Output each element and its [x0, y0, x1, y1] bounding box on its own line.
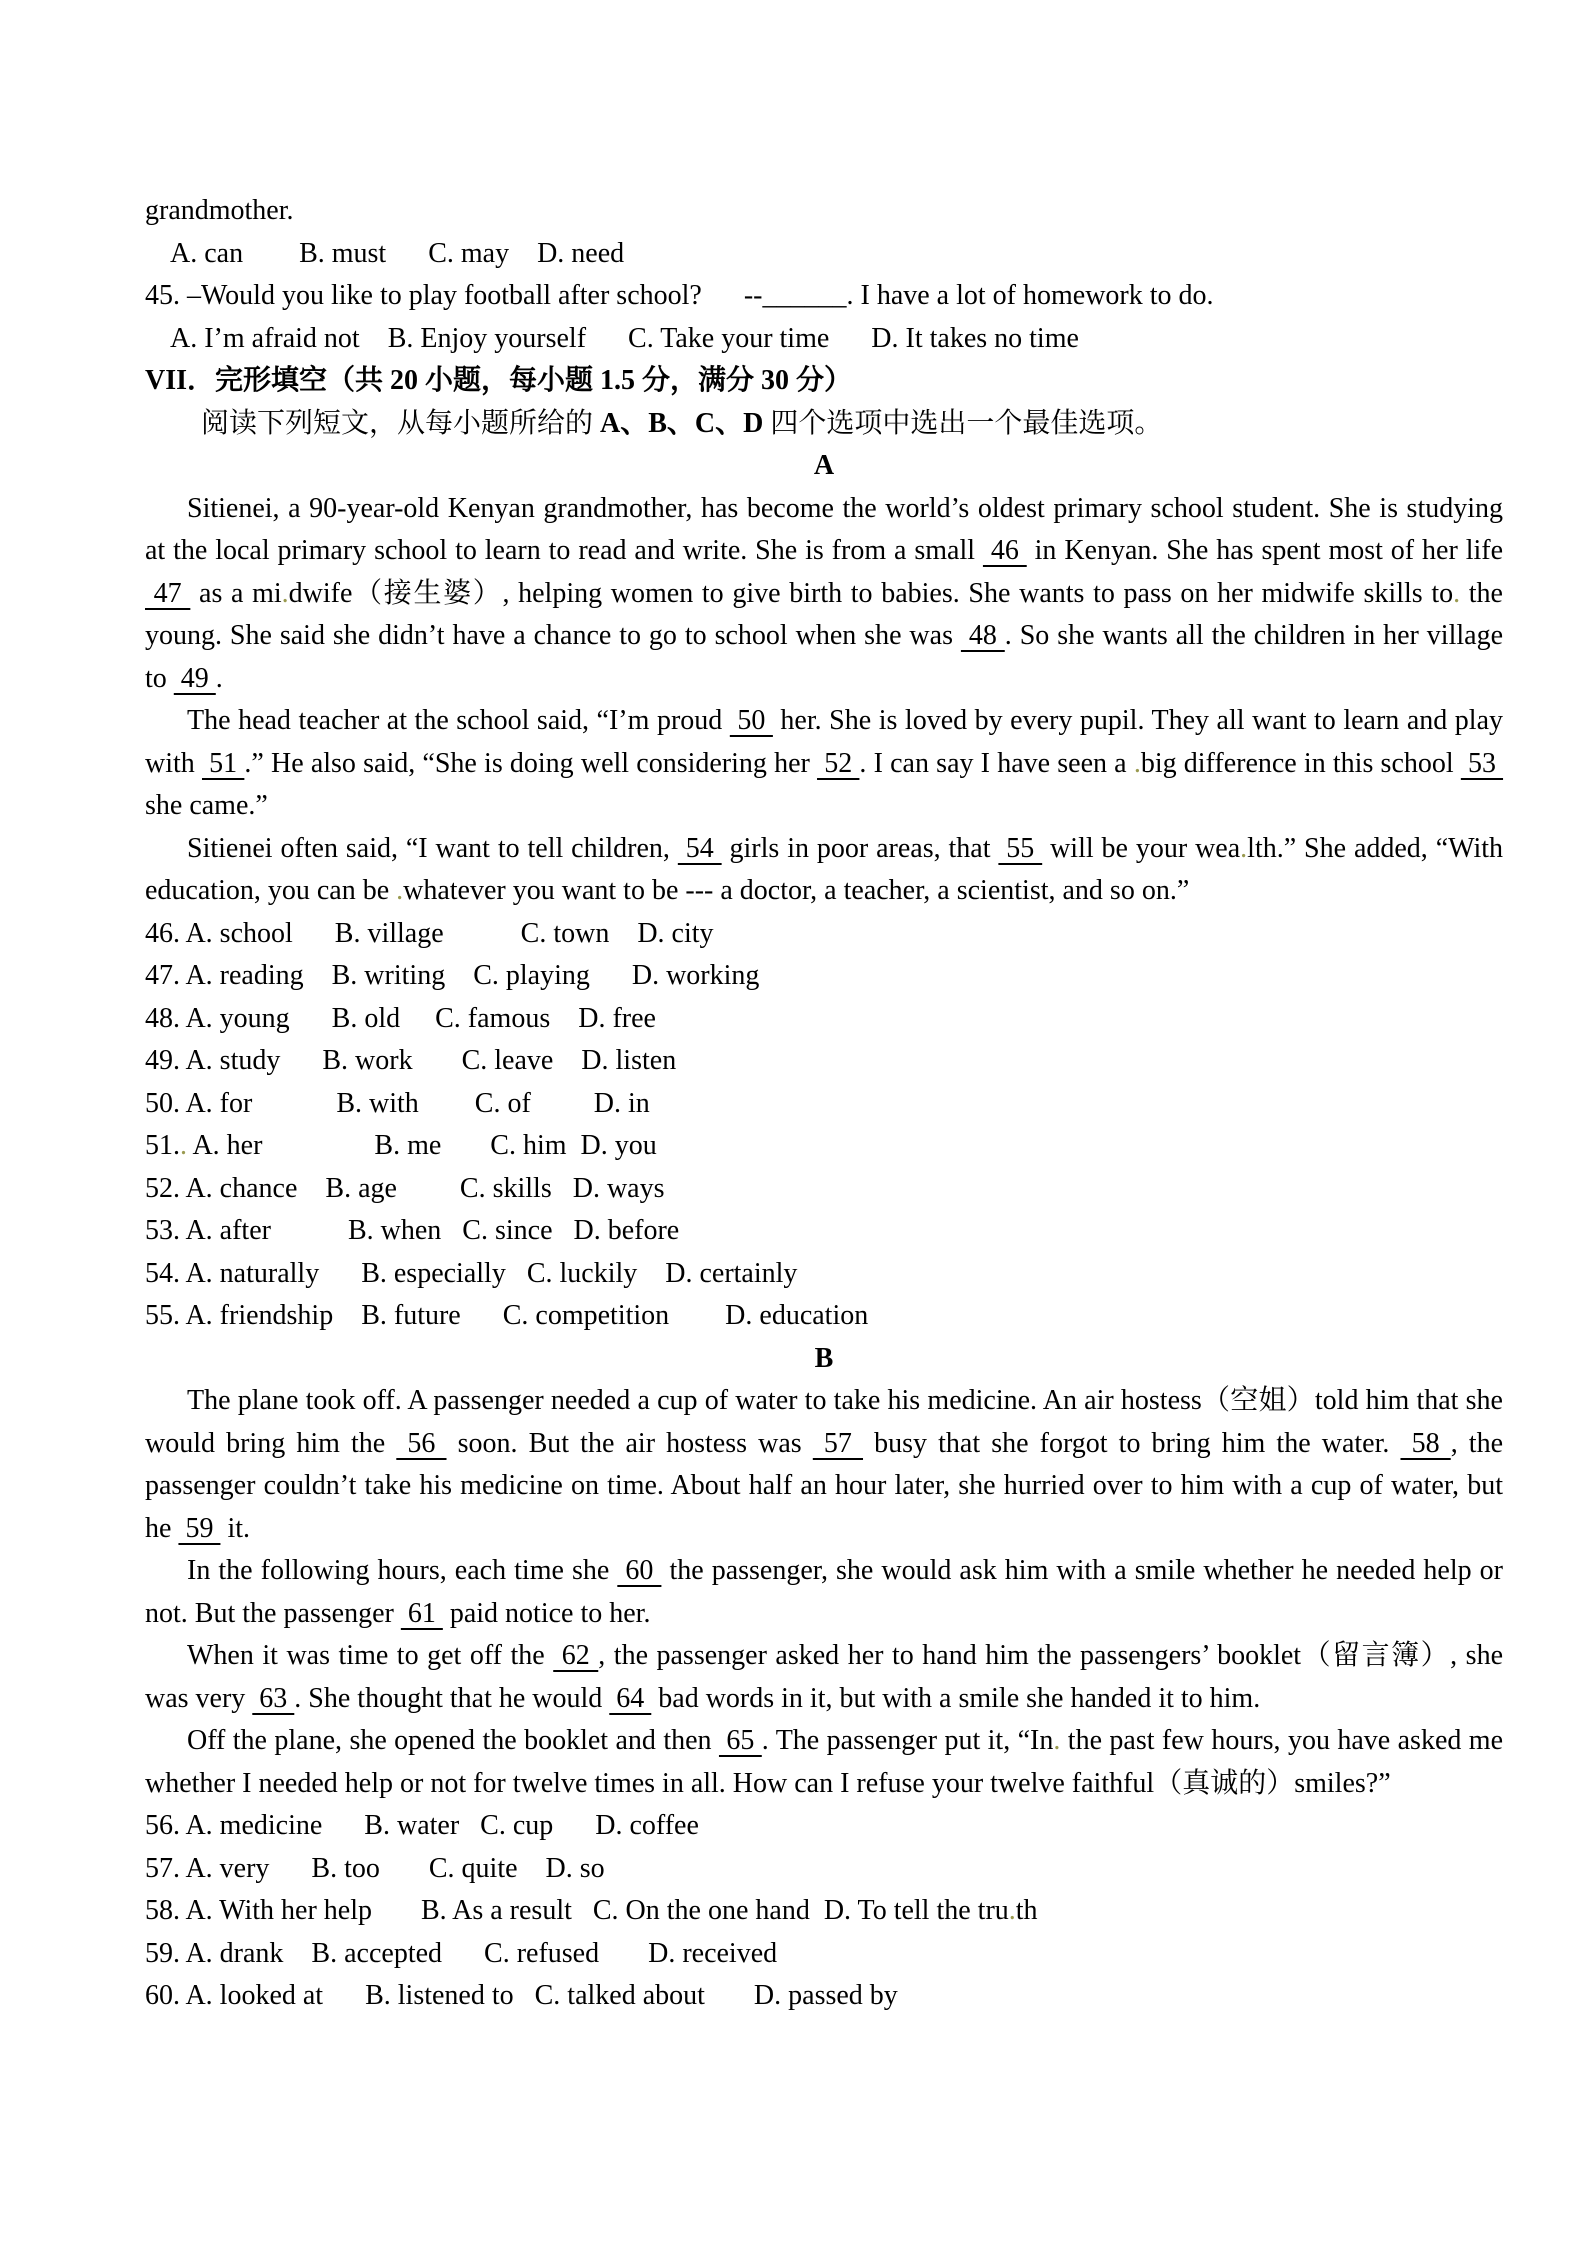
instruction-pre: 阅读下列短文，从每小题所给的: [201, 407, 601, 439]
artifact-dot: .: [1240, 832, 1248, 864]
cloze-question-58: 58. A. With her help B. As a result C. On the one hand D. To tell the tru.th: [145, 1895, 1038, 1926]
section-vii-heading: VII．完形填空（共 20 小题，每小题 1.5 分，满分 30 分）: [145, 365, 853, 396]
cloze-blank-64: 64: [609, 1682, 652, 1714]
cloze-blank-47: 47: [145, 577, 191, 609]
cloze-blank-50: 50: [729, 705, 773, 736]
passage-a-paragraph-1: Sitienei, a 90-year-old Kenyan grandmother, has become the world’s oldest primary school student. She is studying at the local primary school to learn to read and write. She is from a small 46 in Kenyan. She has spent most of her life 47 as a mi.dwife（接生婆）, helping women to give birth to babies. She wants to pass on her midwife skills to. the young. She said she didn’t have a chance to go to school when she was 48 . So she wants all the children in her village to 49 .: [145, 492, 1504, 694]
cloze-blank-63: 63: [252, 1682, 295, 1714]
artifact-dot: .: [1053, 1725, 1061, 1756]
cloze-question-57: 57. A. very B. too C. quite D. so: [145, 1852, 605, 1884]
cloze-question-47: 47. A. reading B. writing C. playing D. working: [145, 960, 760, 991]
passage-a-paragraph-2: The head teacher at the school said, “I’m proud 50 her. She is loved by every pupil. They all want to learn and play with 51 .” He also said, “She is doing well considering her 52 . I can say I have seen a .big difference in this school 53 she came.”: [145, 705, 1504, 821]
cloze-blank-65: 65: [718, 1725, 762, 1756]
cloze-blank-57: 57: [812, 1427, 864, 1459]
instruction-post: 四个选项中选出一个最佳选项。: [763, 407, 1163, 439]
question-45: 45. –Would you like to play football after school? --______. I have a lot of homework to do.: [145, 280, 1214, 311]
passage-b-label: B: [814, 1342, 834, 1374]
cloze-question-54: 54. A. naturally B. especially C. luckily D. certainly: [145, 1257, 798, 1289]
cloze-blank-52: 52: [817, 747, 860, 779]
passage-a-label: A: [813, 450, 835, 481]
artifact-dot: .: [396, 875, 404, 906]
question-45-options: A. I’m afraid not B. Enjoy yourself C. Take your time D. It takes no time: [170, 322, 1079, 354]
cloze-blank-48: 48: [960, 620, 1005, 651]
cloze-blank-53: 53: [1460, 747, 1504, 779]
passage-b-paragraph-4: Off the plane, she opened the booklet and then 65 . The passenger put it, “In. the past few hours, you have asked me whether I needed help or not for twelve times in all. How can I refuse your twelve faithful（真诚的）smiles?”: [145, 1725, 1504, 1799]
passage-b-paragraph-2: In the following hours, each time she 60 the passenger, she would ask him with a smile whether he needed help or not. But the passenger 61 paid notice to her.: [145, 1555, 1503, 1629]
artifact-dot: .: [180, 1130, 187, 1161]
cloze-blank-58: 58: [1400, 1427, 1451, 1459]
section-vii-instruction: [145, 403, 1503, 446]
artifact-dot: .: [281, 577, 289, 609]
cloze-question-50: 50. A. for B. with C. of D. in: [145, 1087, 650, 1119]
question-44-tail: grandmother.: [145, 195, 294, 226]
cloze-question-59: 59. A. drank B. accepted C. refused D. received: [145, 1937, 778, 1969]
passage-b-paragraph-1: The plane took off. A passenger needed a cup of water to take his medicine. An air hostess（空姐）told him that she would bring him the 56 soon. But the air hostess was 57 busy that she forgot to bring him the water. 58 , the passenger couldn’t take his medicine on time. About half an hour later, she hurried over to him with a cup of water, but he 59 it.: [145, 1385, 1504, 1544]
cloze-blank-46: 46: [982, 535, 1027, 566]
artifact-dot: .: [1008, 1895, 1016, 1926]
instruction-choice-letters: A、B、C、D: [600, 407, 764, 439]
cloze-blank-60: 60: [617, 1555, 662, 1586]
cloze-question-46: 46. A. school B. village C. town D. city: [145, 917, 714, 949]
cloze-blank-54: 54: [677, 832, 722, 864]
cloze-question-48: 48. A. young B. old C. famous D. free: [145, 1002, 656, 1034]
cloze-blank-49: 49: [173, 662, 216, 694]
cloze-question-52: 52. A. chance B. age C. skills D. ways: [145, 1172, 665, 1204]
cloze-question-60: 60. A. looked at B. listened to C. talked about D. passed by: [145, 1980, 898, 2011]
cloze-question-55: 55. A. friendship B. future C. competition D. education: [145, 1300, 869, 1331]
cloze-blank-61: 61: [400, 1597, 443, 1629]
cloze-blank-56: 56: [396, 1427, 447, 1459]
cloze-question-49: 49. A. study B. work C. leave D. listen: [145, 1045, 677, 1076]
passage-a-paragraph-3: Sitienei often said, “I want to tell children, 54 girls in poor areas, that 55 will be your wea.lth.” She added, “With education, you can be .whatever you want to be --- a doctor, a teacher, a scientist, and so on.”: [145, 832, 1503, 906]
cloze-question-51: 51.. A. her B. me C. him D. you: [145, 1130, 657, 1161]
cloze-question-56: 56. A. medicine B. water C. cup D. coffee: [145, 1810, 699, 1841]
cloze-blank-59: 59: [178, 1512, 221, 1544]
cloze-blank-62: 62: [553, 1640, 599, 1671]
artifact-dot: .: [1133, 747, 1141, 779]
cloze-blank-51: 51: [201, 747, 245, 779]
passage-b-paragraph-3: When it was time to get off the 62 , the passenger asked her to hand him the passengers’ booklet（留言簿）, she was very 63 . She thought that he would 64 bad words in it, but with a smile she handed it to him.: [145, 1640, 1504, 1714]
cloze-blank-55: 55: [998, 832, 1043, 864]
artifact-dot: .: [1453, 577, 1461, 609]
question-44-options: A. can B. must C. may D. need: [170, 237, 625, 269]
cloze-question-53: 53. A. after B. when C. since D. before: [145, 1215, 680, 1246]
